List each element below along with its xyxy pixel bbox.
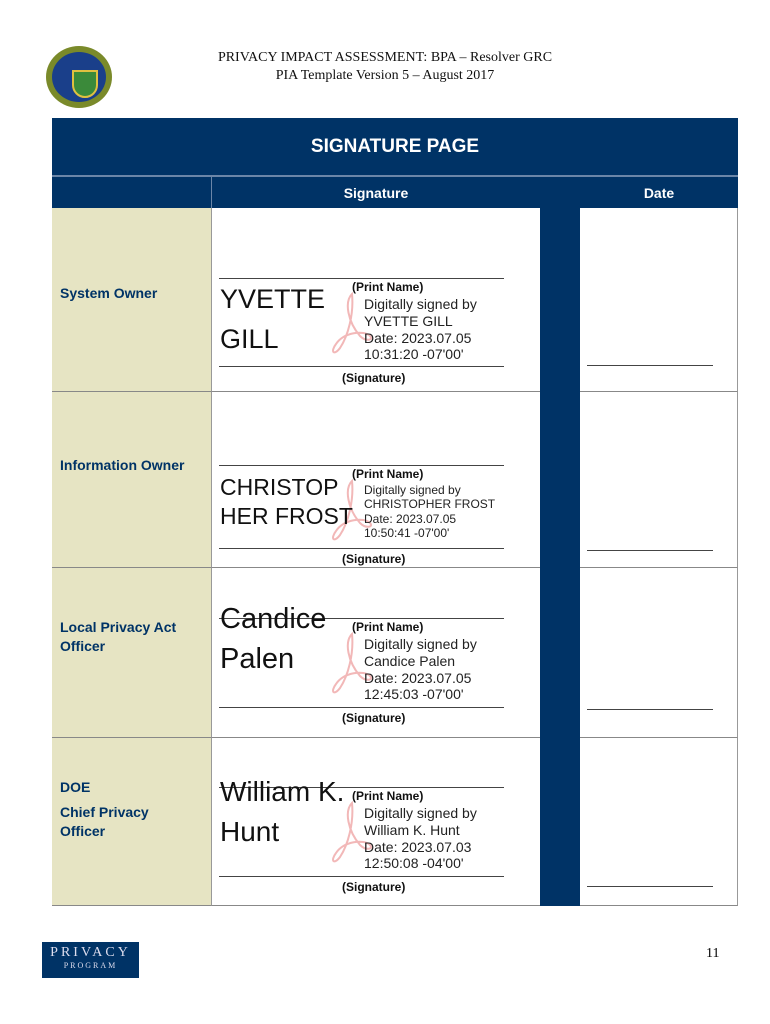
print-name-label: (Print Name) — [352, 467, 424, 481]
signer-name-line1: William K. — [220, 776, 345, 807]
signer-name-line1: YVETTE — [220, 284, 326, 314]
signature-time: 10:31:20 -07'00' — [364, 346, 464, 363]
role-label: Officer — [60, 823, 106, 839]
signed-by-label: Digitally signed by — [364, 483, 461, 497]
signature-label: (Signature) — [342, 711, 406, 725]
spacer-cell — [540, 208, 580, 392]
role-cell — [52, 568, 211, 738]
page-number: 11 — [706, 946, 720, 961]
spacer-cell — [540, 738, 580, 906]
header-signature: Signature — [211, 175, 540, 208]
signature-date: Date: 2023.07.05 — [364, 669, 472, 686]
role-cell — [52, 208, 211, 392]
signature-cell — [211, 738, 540, 906]
role-label: DOE — [60, 779, 91, 795]
header-spacer — [540, 175, 580, 208]
role-label: Officer — [60, 638, 106, 654]
signer-name: William K. Hunt — [364, 821, 460, 838]
signature-cell — [211, 208, 540, 392]
signature-line — [219, 548, 504, 549]
signer-name-line1: Candice — [220, 603, 327, 635]
signature-line — [219, 707, 504, 708]
date-line — [587, 365, 713, 366]
table-title: SIGNATURE PAGE — [52, 118, 738, 175]
signature-line — [219, 366, 504, 367]
signature-cell — [211, 568, 540, 738]
digital-signature-text — [364, 805, 477, 872]
signature-label: (Signature) — [342, 371, 406, 385]
digital-signature-text — [364, 636, 477, 703]
print-name-label: (Print Name) — [352, 280, 424, 294]
header-subtitle: PIA Template Version 5 – August 2017 — [275, 68, 495, 83]
date-cell — [580, 738, 738, 906]
role-label: Chief Privacy — [60, 804, 149, 820]
header-blank-cell — [52, 175, 211, 208]
privacy-program-logo — [42, 942, 139, 978]
signature-time: 10:50:41 -07'00' — [364, 526, 450, 541]
spacer-cell — [540, 568, 580, 738]
date-cell — [580, 392, 738, 568]
signature-time: 12:50:08 -04'00' — [364, 855, 464, 872]
date-cell — [580, 568, 738, 738]
digital-signature-text — [364, 483, 495, 541]
role-label: System Owner — [60, 285, 158, 301]
signature-cell — [211, 392, 540, 568]
signed-by-label: Digitally signed by — [364, 636, 477, 652]
signer-name: CHRISTOPHER FROST — [364, 497, 496, 512]
role-label: Local Privacy Act — [60, 619, 177, 635]
logo-line2: PROGRAM — [63, 961, 118, 970]
signature-label: (Signature) — [342, 880, 406, 894]
signature-date: Date: 2023.07.05 — [364, 329, 472, 346]
signer-name-line2: HER FROST — [220, 503, 353, 529]
date-line — [587, 709, 713, 710]
print-name-label: (Print Name) — [352, 620, 424, 634]
signer-name-line2: Palen — [220, 643, 295, 675]
header-title: PRIVACY IMPACT ASSESSMENT: BPA – Resolver GRC — [217, 50, 553, 65]
role-label: Information Owner — [60, 457, 185, 473]
date-cell — [580, 208, 738, 392]
role-cell — [52, 392, 211, 568]
print-name-line — [219, 465, 504, 466]
signer-name: YVETTE GILL — [364, 312, 453, 329]
digital-signature-text — [364, 296, 477, 363]
print-name-label: (Print Name) — [352, 789, 424, 803]
signer-name: Candice Palen — [364, 652, 456, 669]
signed-by-label: Digitally signed by — [364, 805, 477, 821]
print-name-line — [219, 278, 504, 279]
role-cell — [52, 738, 211, 906]
signature-label: (Signature) — [342, 552, 406, 566]
signature-time: 12:45:03 -07'00' — [364, 686, 464, 703]
signature-line — [219, 876, 504, 877]
signature-date: Date: 2023.07.05 — [364, 511, 457, 526]
signer-name-line2: GILL — [220, 324, 279, 354]
spacer-cell — [540, 392, 580, 568]
date-line — [587, 550, 713, 551]
header-date: Date — [580, 175, 738, 208]
signed-by-label: Digitally signed by — [364, 296, 477, 312]
signer-name-line1: CHRISTOP — [220, 474, 339, 500]
signer-name-line2: Hunt — [220, 816, 280, 847]
date-line — [587, 886, 713, 887]
logo-line1: PRIVACY — [50, 945, 131, 960]
signature-date: Date: 2023.07.03 — [364, 838, 472, 855]
